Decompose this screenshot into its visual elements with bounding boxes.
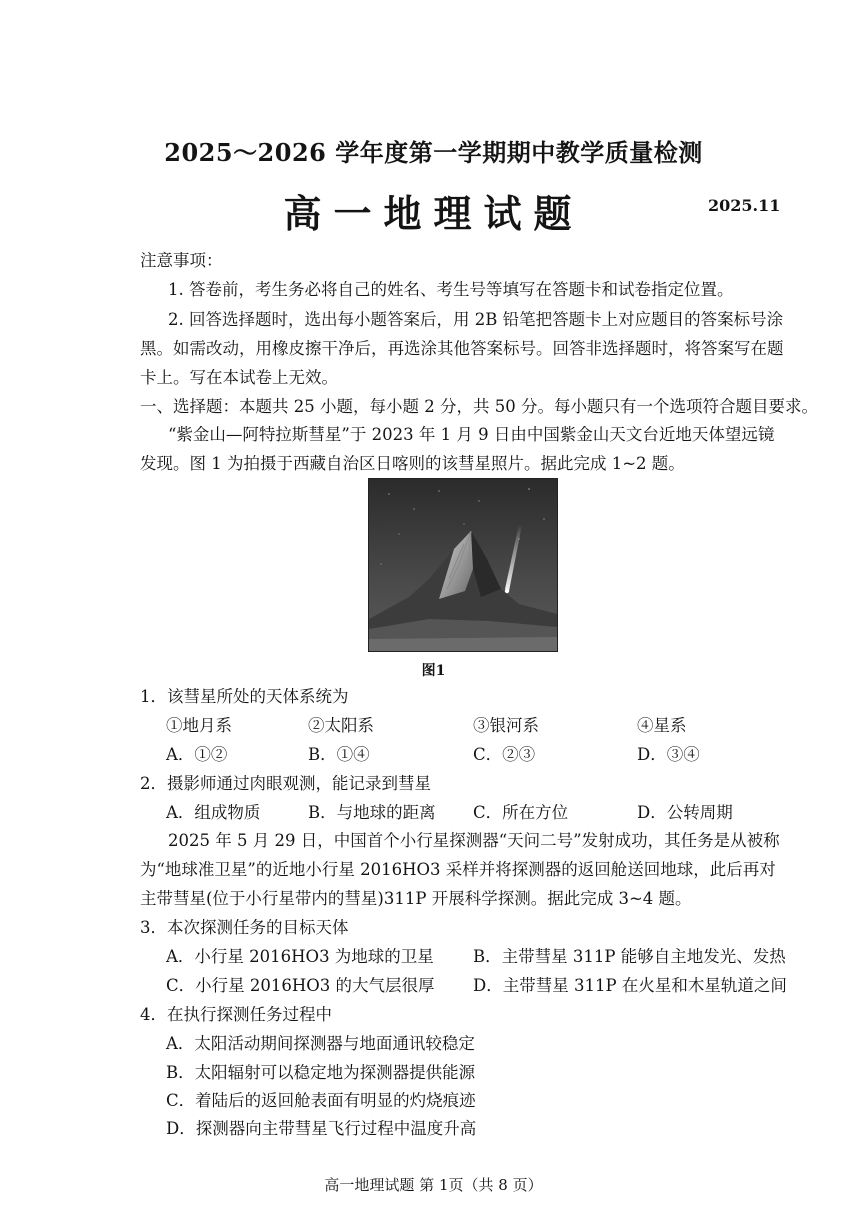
question-2-choice-c: C．所在方位 xyxy=(473,803,569,822)
passage-1-line-2: 发现。图 1 为拍摄于西藏自治区日喀则的该彗星照片。据此完成 1~2 题。 xyxy=(140,454,685,473)
question-1-choice-a: A．①② xyxy=(166,745,228,764)
passage-2-line-2: 为“地球准卫星”的近地小行星 2016HO3 采样并将探测器的返回舱送回地球，此后再对 xyxy=(140,860,776,879)
question-1-choice-c: C．②③ xyxy=(473,745,536,764)
question-1-item: ③银河系 xyxy=(473,716,539,735)
question-1-item: ④星系 xyxy=(637,716,687,735)
question-4-stem: 4．在执行探测任务过程中 xyxy=(140,1005,332,1024)
question-2-choice-d: D．公转周期 xyxy=(637,803,733,822)
question-4-choice-c: C．着陆后的返回舱表面有明显的灼烧痕迹 xyxy=(166,1091,476,1110)
question-3-choice-b: B．主带彗星 311P 能够自主地发光、发热 xyxy=(473,947,786,966)
question-1-stem: 1．该彗星所处的天体系统为 xyxy=(140,687,349,706)
notice-item-2-line-2: 黑。如需改动，用橡皮擦干净后，再选涂其他答案标号。回答非选择题时，将答案写在题 xyxy=(140,339,784,358)
question-3-stem: 3．本次探测任务的目标天体 xyxy=(140,918,349,937)
exam-date: 2025.11 xyxy=(708,196,781,215)
notice-heading: 注意事项： xyxy=(140,251,223,270)
comet-mountain-image xyxy=(369,479,557,651)
comet-photo xyxy=(368,478,558,652)
figure-1-caption: 图1 xyxy=(421,663,446,679)
notice-item-2-line-1: 2. 回答选择题时，选出每小题答案后，用 2B 铅笔把答题卡上对应题目的答案标号涂 xyxy=(168,310,784,329)
passage-2-line-3: 主带彗星(位于小行星带内的彗星)311P 开展科学探测。据此完成 3~4 题。 xyxy=(140,889,692,908)
page-footer: 高一地理试题 第 1页（共 8 页） xyxy=(324,1176,543,1194)
passage-1-line-1: “紫金山—阿特拉斯彗星”于 2023 年 1 月 9 日由中国紫金山天文台近地天体望远镜 xyxy=(168,425,775,444)
subject-title: 高一地理试题 xyxy=(283,191,584,236)
question-3-choice-d: D．主带彗星 311P 在火星和木星轨道之间 xyxy=(473,976,787,995)
question-2-choice-a: A．组成物质 xyxy=(166,803,261,822)
question-2-stem: 2．摄影师通过肉眼观测，能记录到彗星 xyxy=(140,774,431,793)
question-1-item: ①地月系 xyxy=(166,716,232,735)
question-1-choice-b: B．①④ xyxy=(308,745,370,764)
exam-header: 2025～2026 学年度第一学期期中教学质量检测 xyxy=(164,138,703,167)
notice-item-2-line-3: 卡上。写在本试卷上无效。 xyxy=(140,368,338,387)
question-4-choice-a: A．太阳活动期间探测器与地面通讯较稳定 xyxy=(166,1034,475,1053)
question-2-choice-b: B．与地球的距离 xyxy=(308,803,436,822)
question-1-choice-d: D．③④ xyxy=(637,745,700,764)
notice-item-1: 1. 答卷前，考生务必将自己的姓名、考生号等填写在答题卡和试卷指定位置。 xyxy=(168,280,734,299)
question-4-choice-b: B．太阳辐射可以稳定地为探测器提供能源 xyxy=(166,1063,476,1082)
passage-2-line-1: 2025 年 5 月 29 日，中国首个小行星探测器“天问二号”发射成功，其任务是从被称 xyxy=(168,831,780,850)
question-4-choice-d: D．探测器向主带彗星飞行过程中温度升高 xyxy=(166,1119,477,1138)
question-3-choice-c: C．小行星 2016HO3 的大气层很厚 xyxy=(166,976,435,995)
question-3-choice-a: A．小行星 2016HO3 为地球的卫星 xyxy=(166,947,434,966)
question-1-item: ②太阳系 xyxy=(308,716,374,735)
section-1-heading: 一、选择题：本题共 25 小题，每小题 2 分，共 50 分。每小题只有一个选项符合题目要求。 xyxy=(140,397,818,416)
